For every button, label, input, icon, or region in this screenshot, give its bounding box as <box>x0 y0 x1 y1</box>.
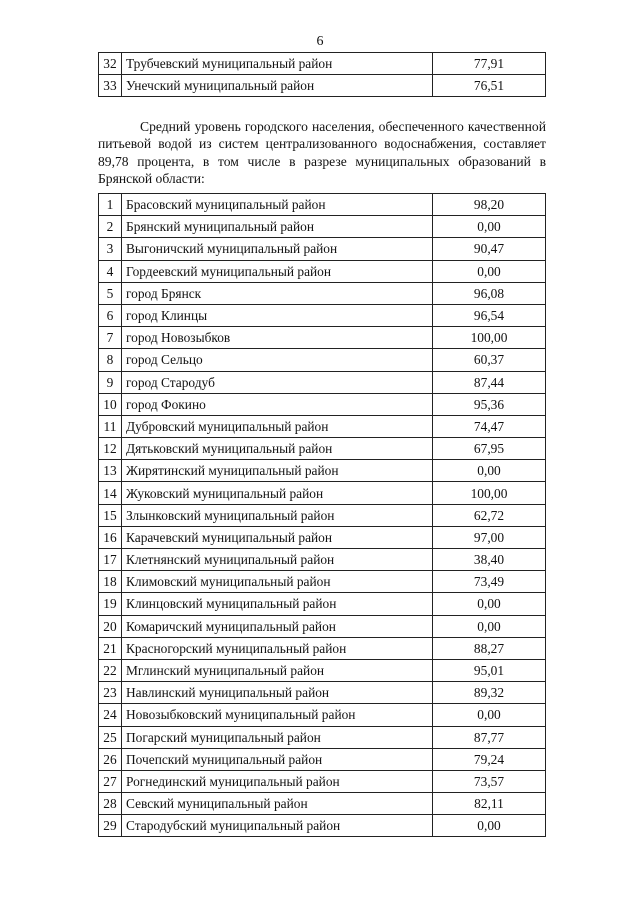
row-value: 60,37 <box>433 349 546 371</box>
row-value: 88,27 <box>433 637 546 659</box>
row-number: 15 <box>99 504 122 526</box>
row-number: 24 <box>99 704 122 726</box>
table-row <box>99 438 546 460</box>
row-value: 97,00 <box>433 526 546 548</box>
row-number: 20 <box>99 615 122 637</box>
top-table <box>98 52 546 97</box>
row-number: 19 <box>99 593 122 615</box>
table-row <box>99 371 546 393</box>
row-name: Клетнянский муниципальный район <box>122 549 433 571</box>
row-name: Навлинский муниципальный район <box>122 682 433 704</box>
row-name: Унечский муниципальный район <box>122 75 433 97</box>
row-name: Брасовский муниципальный район <box>122 194 433 216</box>
table-row <box>99 482 546 504</box>
table-row <box>99 460 546 482</box>
table-row <box>99 682 546 704</box>
table-row <box>99 349 546 371</box>
row-value: 62,72 <box>433 504 546 526</box>
body-paragraph: Средний уровень городского населения, обеспеченного качественной питьевой водой из систем централизованного водоснабжения, составляет 89,78 процента, в том числе в разрезе муниципальных образований в Брянской области: <box>98 118 546 187</box>
row-value: 95,36 <box>433 393 546 415</box>
row-name: Новозыбковский муниципальный район <box>122 704 433 726</box>
row-name: Почепский муниципальный район <box>122 748 433 770</box>
table-row <box>99 75 546 97</box>
row-name: Злынковский муниципальный район <box>122 504 433 526</box>
row-value: 73,49 <box>433 571 546 593</box>
row-name: Севский муниципальный район <box>122 793 433 815</box>
row-value: 0,00 <box>433 593 546 615</box>
row-number: 27 <box>99 770 122 792</box>
table-row <box>99 260 546 282</box>
main-table <box>98 193 546 837</box>
row-number: 16 <box>99 526 122 548</box>
row-value: 100,00 <box>433 327 546 349</box>
table-row <box>99 726 546 748</box>
row-number: 13 <box>99 460 122 482</box>
table-row <box>99 415 546 437</box>
table-row <box>99 53 546 75</box>
table-row <box>99 194 546 216</box>
table-row <box>99 393 546 415</box>
row-value: 74,47 <box>433 415 546 437</box>
row-name: Карачевский муниципальный район <box>122 526 433 548</box>
row-number: 17 <box>99 549 122 571</box>
row-number: 3 <box>99 238 122 260</box>
row-name: Дубровский муниципальный район <box>122 415 433 437</box>
row-name: Климовский муниципальный район <box>122 571 433 593</box>
row-number: 23 <box>99 682 122 704</box>
row-name: Брянский муниципальный район <box>122 216 433 238</box>
row-number: 11 <box>99 415 122 437</box>
table-row <box>99 526 546 548</box>
row-number: 2 <box>99 216 122 238</box>
row-number: 10 <box>99 393 122 415</box>
row-name: Красногорский муниципальный район <box>122 637 433 659</box>
table-row <box>99 704 546 726</box>
row-name: Мглинский муниципальный район <box>122 659 433 681</box>
row-value: 90,47 <box>433 238 546 260</box>
row-name: Стародубский муниципальный район <box>122 815 433 837</box>
table-row <box>99 238 546 260</box>
table-row <box>99 327 546 349</box>
row-number: 25 <box>99 726 122 748</box>
table-row <box>99 216 546 238</box>
row-name: Комаричский муниципальный район <box>122 615 433 637</box>
row-value: 73,57 <box>433 770 546 792</box>
table-row <box>99 770 546 792</box>
row-name: Жуковский муниципальный район <box>122 482 433 504</box>
row-number: 1 <box>99 194 122 216</box>
row-value: 0,00 <box>433 216 546 238</box>
row-number: 18 <box>99 571 122 593</box>
row-value: 96,08 <box>433 282 546 304</box>
row-value: 96,54 <box>433 304 546 326</box>
row-value: 38,40 <box>433 549 546 571</box>
row-number: 9 <box>99 371 122 393</box>
row-name: Выгоничский муниципальный район <box>122 238 433 260</box>
row-name: город Новозыбков <box>122 327 433 349</box>
row-number: 7 <box>99 327 122 349</box>
row-value: 0,00 <box>433 260 546 282</box>
row-value: 0,00 <box>433 460 546 482</box>
table-row <box>99 637 546 659</box>
table-row <box>99 282 546 304</box>
row-number: 32 <box>99 53 122 75</box>
row-value: 87,44 <box>433 371 546 393</box>
table-row <box>99 304 546 326</box>
table-row <box>99 748 546 770</box>
table-row <box>99 793 546 815</box>
row-value: 82,11 <box>433 793 546 815</box>
row-value: 87,77 <box>433 726 546 748</box>
row-number: 14 <box>99 482 122 504</box>
row-number: 22 <box>99 659 122 681</box>
row-number: 28 <box>99 793 122 815</box>
table-row <box>99 815 546 837</box>
row-value: 0,00 <box>433 815 546 837</box>
row-name: город Брянск <box>122 282 433 304</box>
row-name: Трубчевский муниципальный район <box>122 53 433 75</box>
top-table-body <box>99 53 546 97</box>
row-name: город Клинцы <box>122 304 433 326</box>
table-row <box>99 593 546 615</box>
row-number: 26 <box>99 748 122 770</box>
row-value: 89,32 <box>433 682 546 704</box>
table-row <box>99 615 546 637</box>
row-value: 0,00 <box>433 615 546 637</box>
row-name: Рогнединский муниципальный район <box>122 770 433 792</box>
row-number: 5 <box>99 282 122 304</box>
row-value: 67,95 <box>433 438 546 460</box>
row-number: 4 <box>99 260 122 282</box>
table-row <box>99 659 546 681</box>
row-number: 29 <box>99 815 122 837</box>
row-number: 21 <box>99 637 122 659</box>
row-name: Дятьковский муниципальный район <box>122 438 433 460</box>
row-value: 77,91 <box>433 53 546 75</box>
row-name: Гордеевский муниципальный район <box>122 260 433 282</box>
row-name: город Фокино <box>122 393 433 415</box>
row-number: 8 <box>99 349 122 371</box>
row-name: Клинцовский муниципальный район <box>122 593 433 615</box>
table-row <box>99 504 546 526</box>
row-value: 76,51 <box>433 75 546 97</box>
row-value: 95,01 <box>433 659 546 681</box>
row-name: город Стародуб <box>122 371 433 393</box>
row-name: Жирятинский муниципальный район <box>122 460 433 482</box>
page-number: 6 <box>316 34 324 49</box>
row-value: 98,20 <box>433 194 546 216</box>
row-value: 100,00 <box>433 482 546 504</box>
row-name: Погарский муниципальный район <box>122 726 433 748</box>
row-number: 12 <box>99 438 122 460</box>
table-row <box>99 549 546 571</box>
table-row <box>99 571 546 593</box>
row-number: 33 <box>99 75 122 97</box>
row-name: город Сельцо <box>122 349 433 371</box>
main-table-body <box>99 194 546 837</box>
row-value: 79,24 <box>433 748 546 770</box>
row-number: 6 <box>99 304 122 326</box>
row-value: 0,00 <box>433 704 546 726</box>
